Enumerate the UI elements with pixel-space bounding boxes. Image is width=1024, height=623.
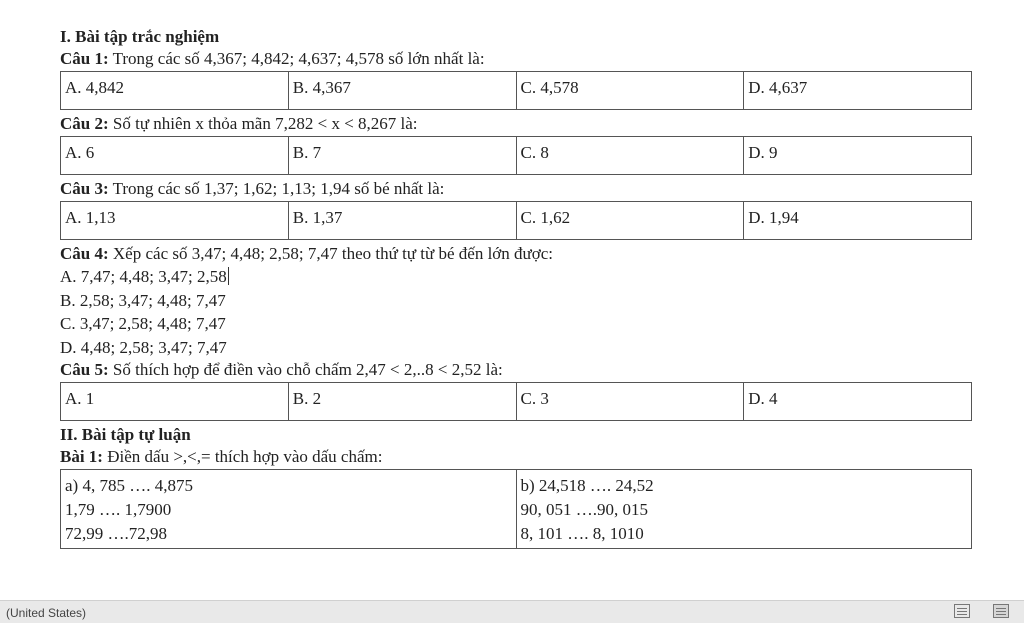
- section-2-title: II. Bài tập tự luận: [60, 425, 191, 444]
- question-3-text: Trong các số 1,37; 1,62; 1,13; 1,94 số bé nhất là:: [108, 179, 445, 198]
- q3-option-c: C. 1,62: [516, 202, 744, 240]
- q1-option-c: C. 4,578: [516, 72, 744, 110]
- exercise-1-item-b2: 90, 051 ….90, 015: [520, 500, 648, 519]
- question-5-text: Số thích hợp để điền vào chỗ chấm 2,47 < 2,..8 < 2,52 là:: [108, 360, 503, 379]
- q5-option-d: D. 4: [744, 383, 972, 421]
- question-3: [60, 178, 972, 200]
- question-5-label: Câu 5:: [60, 360, 109, 379]
- question-2-label: Câu 2:: [60, 114, 109, 133]
- question-3-options: [60, 201, 972, 240]
- q3-option-b: B. 1,37: [288, 202, 516, 240]
- q2-option-c: C. 8: [516, 137, 744, 175]
- exercise-1-item-b1: b) 24,518 …. 24,52: [520, 476, 654, 495]
- q4-option-a: A. 7,47; 4,48; 3,47; 2,58: [60, 267, 227, 286]
- question-2-options: [60, 136, 972, 175]
- q2-option-b: B. 7: [288, 137, 516, 175]
- q1-option-b: B. 4,367: [288, 72, 516, 110]
- q4-option-c: C. 3,47; 2,58; 4,48; 7,47: [60, 314, 226, 333]
- q5-option-b: B. 2: [288, 383, 516, 421]
- q2-option-a: A. 6: [61, 137, 289, 175]
- question-5-options: [60, 382, 972, 421]
- q5-option-a: A. 1: [61, 383, 289, 421]
- exercise-1: [60, 446, 972, 468]
- q3-option-a: A. 1,13: [61, 202, 289, 240]
- document-page[interactable]: [60, 26, 972, 549]
- q3-option-d: D. 1,94: [744, 202, 972, 240]
- question-3-label: Câu 3:: [60, 179, 109, 198]
- q4-option-d: D. 4,48; 2,58; 3,47; 7,47: [60, 337, 227, 357]
- question-4-options: [60, 265, 972, 359]
- exercise-1-text: Điền dấu >,<,= thích hợp vào dấu chấm:: [102, 447, 383, 466]
- question-1-label: Câu 1:: [60, 49, 109, 68]
- exercise-1-item-a2: 1,79 …. 1,7900: [65, 500, 172, 519]
- question-4: [60, 243, 972, 265]
- q4-option-b: B. 2,58; 3,47; 4,48; 7,47: [60, 290, 226, 310]
- print-layout-icon[interactable]: [993, 604, 1009, 618]
- q1-option-a: A. 4,842: [61, 72, 289, 110]
- q4-option-a-line: [60, 265, 972, 289]
- text-cursor: [228, 267, 229, 285]
- q5-option-c: C. 3: [516, 383, 744, 421]
- q1-option-d: D. 4,637: [744, 72, 972, 110]
- status-bar: [0, 600, 1024, 623]
- exercise-1-left-cell: [61, 470, 517, 549]
- section-1-title: I. Bài tập trắc nghiệm: [60, 27, 220, 46]
- q2-option-d: D. 9: [744, 137, 972, 175]
- question-1-text: Trong các số 4,367; 4,842; 4,637; 4,578 số lớn nhất là:: [108, 49, 485, 68]
- question-2-text: Số tự nhiên x thỏa mãn 7,282 < x < 8,267 là:: [108, 114, 418, 133]
- question-4-text: Xếp các số 3,47; 4,48; 2,58; 7,47 theo thứ tự từ bé đến lớn được:: [108, 244, 554, 263]
- exercise-1-item-a1: a) 4, 785 …. 4,875: [65, 476, 193, 495]
- exercise-1-label: Bài 1:: [60, 447, 103, 466]
- exercise-1-item-a3: 72,99 ….72,98: [65, 524, 167, 543]
- question-1-options: [60, 71, 972, 110]
- question-4-label: Câu 4:: [60, 244, 109, 263]
- exercise-1-right-cell: [516, 470, 972, 549]
- question-5: [60, 359, 972, 381]
- exercise-1-item-b3: 8, 101 …. 8, 1010: [520, 524, 644, 543]
- language-indicator[interactable]: (United States): [6, 606, 87, 620]
- question-1: [60, 48, 972, 70]
- question-2: [60, 113, 972, 135]
- read-mode-icon[interactable]: [954, 604, 970, 618]
- exercise-1-table: [60, 469, 972, 549]
